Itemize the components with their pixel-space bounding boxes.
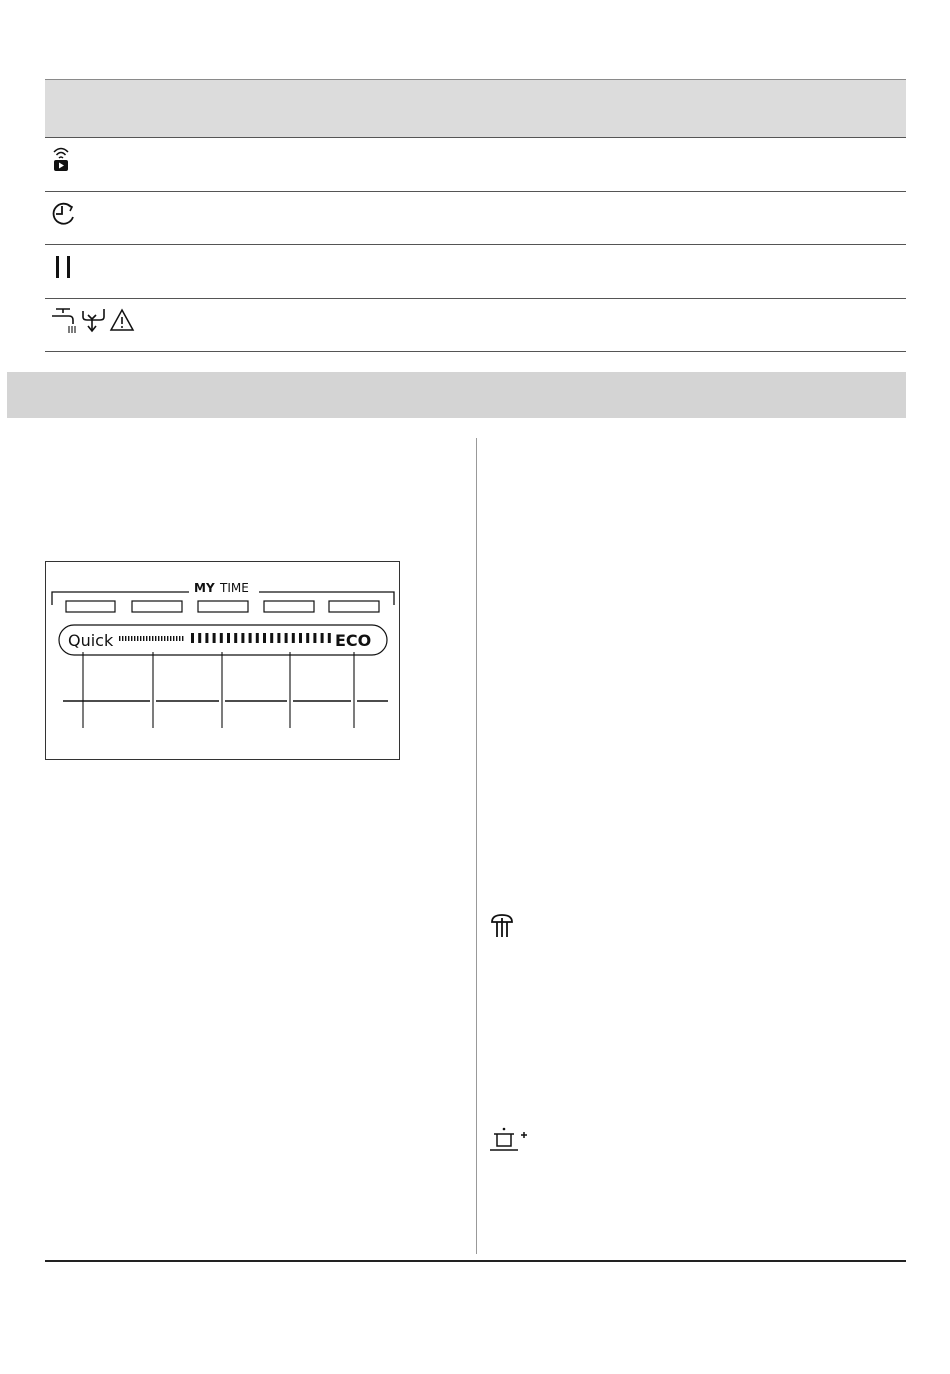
slider-tick <box>321 633 324 643</box>
drain-icon <box>80 306 108 334</box>
section-header-band <box>7 372 906 418</box>
slider-tick <box>256 633 259 643</box>
slider-tick <box>277 633 280 643</box>
slider-tick <box>313 633 316 643</box>
segment-indicator <box>264 601 314 612</box>
slider-tick <box>137 636 138 641</box>
slider-tick <box>176 636 177 641</box>
slider-tick <box>164 636 165 641</box>
slider-tick <box>161 636 162 641</box>
slider-tick <box>263 633 266 643</box>
table-divider <box>45 191 906 192</box>
slider-tick <box>285 633 288 643</box>
remote-start-icon <box>50 144 74 174</box>
water-tap-icon <box>50 306 78 334</box>
slider-tick <box>220 633 223 643</box>
quick-label: Quick <box>68 631 114 650</box>
extra-power-icon <box>488 1126 528 1156</box>
slider-tick <box>227 633 230 643</box>
table-header <box>45 79 906 138</box>
column-divider <box>476 438 477 1254</box>
table-divider <box>45 137 906 138</box>
slider-tick <box>146 636 147 641</box>
slider-tick <box>119 636 120 641</box>
slider-tick <box>198 633 201 643</box>
control-panel-illustration <box>45 561 400 760</box>
slider-tick <box>158 636 159 641</box>
slider-tick <box>328 633 331 643</box>
warning-triangle-icon <box>109 308 135 332</box>
slider-tick <box>179 636 180 641</box>
table-divider <box>45 298 906 299</box>
table-divider <box>45 351 906 352</box>
segment-indicator <box>66 601 115 612</box>
slider-tick <box>155 636 156 641</box>
slider-tick <box>191 633 194 643</box>
slider-tick <box>213 633 216 643</box>
slider-tick <box>167 636 168 641</box>
slider-tick <box>292 633 295 643</box>
slider-tick <box>170 636 171 641</box>
brand-bold: MY <box>194 581 215 595</box>
table-divider <box>45 244 906 245</box>
slider-tick <box>205 633 208 643</box>
glass-care-icon <box>489 913 517 941</box>
slider-tick <box>306 633 309 643</box>
pause-icon <box>50 253 80 281</box>
slider-tick <box>125 636 126 641</box>
segment-indicator <box>198 601 248 612</box>
slider-tick <box>140 636 141 641</box>
slider-tick <box>241 633 244 643</box>
slider-tick <box>128 636 129 641</box>
slider-ticks <box>119 633 331 643</box>
page-bottom-rule <box>45 1260 906 1262</box>
slider-tick <box>122 636 123 641</box>
control-panel-drawing <box>46 562 399 759</box>
segment-indicator <box>132 601 182 612</box>
slider-tick <box>149 636 150 641</box>
delay-start-icon <box>50 200 80 228</box>
slider-tick <box>173 636 174 641</box>
slider-tick <box>299 633 302 643</box>
slider-tick <box>234 633 237 643</box>
slider-tick <box>182 636 183 641</box>
brand-light: TIME <box>220 581 249 595</box>
slider-tick <box>270 633 273 643</box>
slider-tick <box>131 636 132 641</box>
eco-label: ECO <box>335 631 372 650</box>
slider-tick <box>134 636 135 641</box>
segment-indicator <box>329 601 379 612</box>
slider-tick <box>152 636 153 641</box>
slider-tick <box>143 636 144 641</box>
slider-tick <box>249 633 252 643</box>
